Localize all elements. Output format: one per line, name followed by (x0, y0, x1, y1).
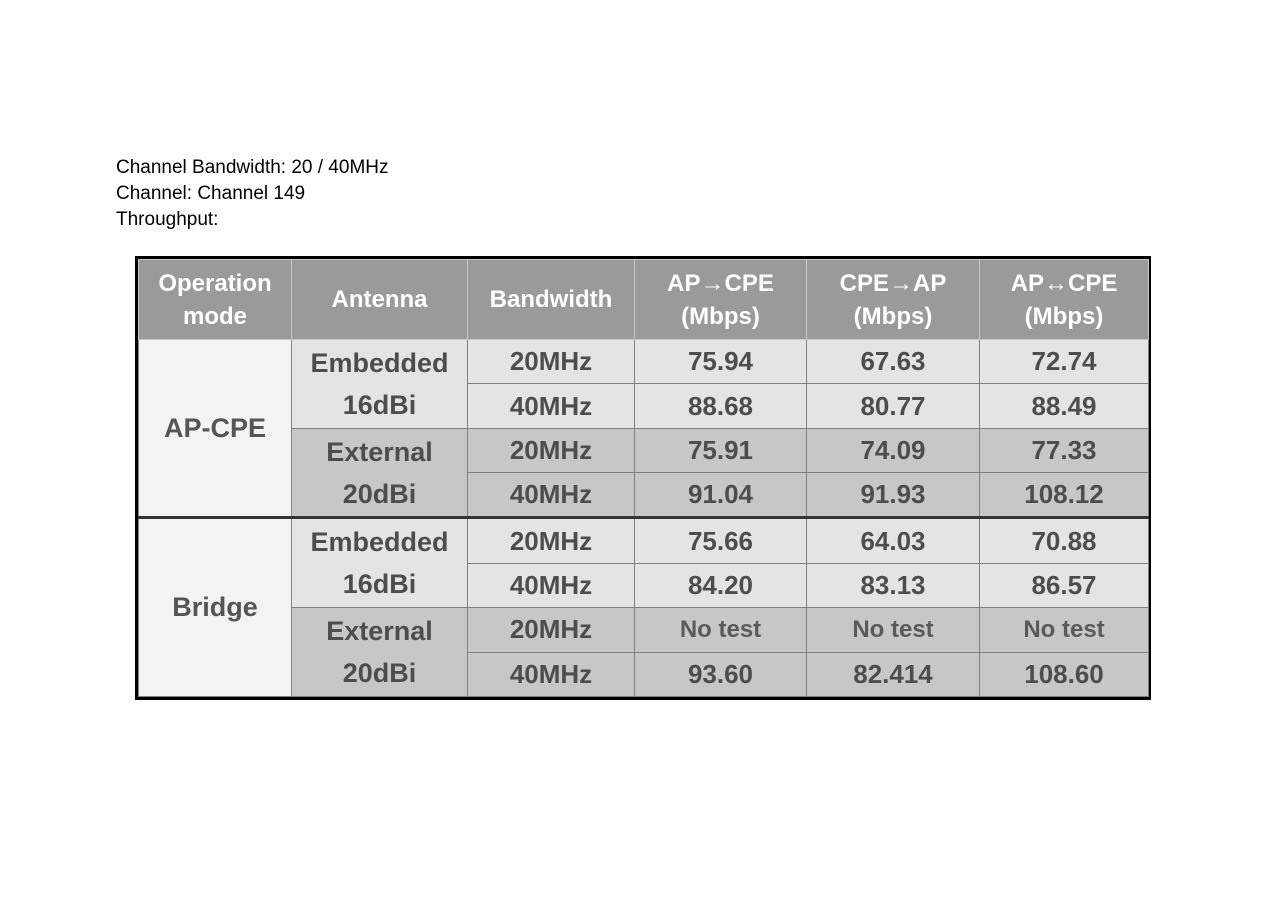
bandwidth-cell: 40MHz (468, 564, 635, 608)
ap-cpe-value: 93.60 (635, 652, 807, 696)
bandwidth-cell: 20MHz (468, 340, 635, 384)
header-ap-cpe-line1: AP→CPE (667, 269, 774, 297)
bidir-value: 77.33 (980, 428, 1149, 472)
bandwidth-cell: 20MHz (468, 518, 635, 564)
antenna-cell (292, 340, 468, 429)
ap-cpe-value: 88.68 (635, 384, 807, 428)
channel-line: Channel: Channel 149 (116, 183, 306, 204)
antenna-gain: 20dBi (342, 478, 417, 509)
antenna-name: External (326, 436, 433, 467)
channel-bandwidth-line: Channel Bandwidth: 20 / 40MHz (116, 157, 389, 178)
header-bandwidth: Bandwidth (468, 260, 635, 340)
antenna-gain: 20dBi (342, 658, 417, 689)
ap-cpe-value: 75.94 (635, 340, 807, 384)
antenna-cell (292, 608, 468, 697)
antenna-name: Embedded (310, 527, 449, 558)
cpe-ap-value: 82.414 (807, 652, 980, 696)
bandwidth-cell: 40MHz (468, 472, 635, 518)
bandwidth-cell: 40MHz (468, 384, 635, 428)
mode-cell-ap-cpe: AP-CPE (139, 340, 292, 518)
antenna-gain: 16dBi (342, 389, 417, 420)
table-row (139, 340, 1149, 384)
header-cpe-to-ap (807, 260, 980, 340)
bandwidth-cell: 20MHz (468, 428, 635, 472)
header-row (139, 260, 1149, 340)
header-antenna: Antenna (292, 260, 468, 340)
antenna-name: Embedded (310, 347, 449, 378)
mode-cell-bridge: Bridge (139, 518, 292, 697)
throughput-table-frame (135, 256, 1151, 700)
antenna-name: External (326, 616, 433, 647)
cpe-ap-value: 91.93 (807, 472, 980, 518)
header-bidir-line2: (Mbps) (1024, 302, 1104, 330)
ap-cpe-value: 75.66 (635, 518, 807, 564)
antenna-gain: 16dBi (342, 569, 417, 600)
header-cpe-ap-line2: (Mbps) (853, 302, 933, 330)
bidir-value: 88.49 (980, 384, 1149, 428)
throughput-table (138, 259, 1149, 697)
cpe-ap-value: 67.63 (807, 340, 980, 384)
antenna-cell (292, 428, 468, 518)
bidir-value: 70.88 (980, 518, 1149, 564)
antenna-cell (292, 518, 468, 608)
cpe-ap-value: No test (807, 608, 980, 652)
header-bidirectional (980, 260, 1149, 340)
ap-cpe-value: No test (635, 608, 807, 652)
cpe-ap-value: 64.03 (807, 518, 980, 564)
bidir-value: 86.57 (980, 564, 1149, 608)
bandwidth-cell: 40MHz (468, 652, 635, 696)
header-ap-to-cpe (635, 260, 807, 340)
cpe-ap-value: 80.77 (807, 384, 980, 428)
bidir-value: No test (980, 608, 1149, 652)
ap-cpe-value: 91.04 (635, 472, 807, 518)
header-operation-mode (139, 260, 292, 340)
intro-text (116, 155, 389, 233)
table-row (139, 518, 1149, 564)
bidir-value: 72.74 (980, 340, 1149, 384)
throughput-line: Throughput: (116, 209, 219, 230)
header-mode-line2: mode (182, 302, 247, 330)
ap-cpe-value: 75.91 (635, 428, 807, 472)
header-mode-line1: Operation (158, 269, 272, 297)
header-ap-cpe-line2: (Mbps) (681, 302, 760, 330)
cpe-ap-value: 83.13 (807, 564, 980, 608)
bandwidth-cell: 20MHz (468, 608, 635, 652)
header-bidir-line1: AP↔CPE (1010, 269, 1118, 297)
header-cpe-ap-line1: CPE→AP (839, 269, 947, 297)
ap-cpe-value: 84.20 (635, 564, 807, 608)
bidir-value: 108.12 (980, 472, 1149, 518)
cpe-ap-value: 74.09 (807, 428, 980, 472)
bidir-value: 108.60 (980, 652, 1149, 696)
